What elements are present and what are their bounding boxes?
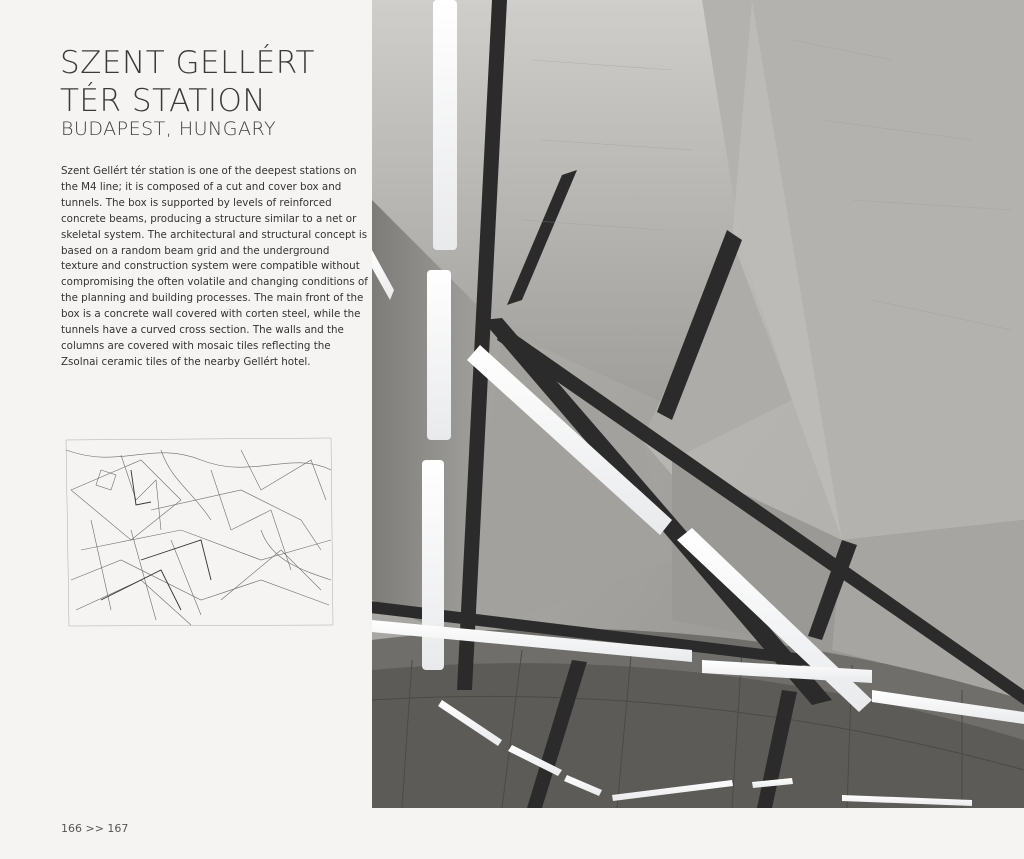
body-paragraph: Szent Gellért tér station is one of the deepest stations on the M4 line; it is composed of a cut and cover box and tunnels. The box is supported by levels of reinforced concrete beams, producing a structure similar to a net or skeletal system. The architectural and structural concept is based on a random beam grid and the underground texture and construction system were compatible without compromising the often volatile and changing conditions of the planning and building processes. The main front of the box is a concrete wall covered with corten steel, while the tunnels have a curved cross section. The walls and the columns are covered with mosaic tiles reflecting the Zsolnai ceramic tiles of the nearby Gellért hotel. (61, 165, 368, 368)
title-line-2: TÉR STATION (60, 83, 267, 119)
station-ceiling-photo (372, 0, 1024, 808)
page-bottom-margin (372, 808, 1024, 859)
page-subtitle: BUDAPEST, HUNGARY (61, 118, 277, 140)
title-line-1: SZENT GELLÉRT (60, 45, 315, 81)
page-numbers: 166 >> 167 (61, 822, 129, 835)
architectural-sketch (61, 430, 339, 630)
text-page (0, 0, 372, 859)
page-title (60, 44, 315, 120)
